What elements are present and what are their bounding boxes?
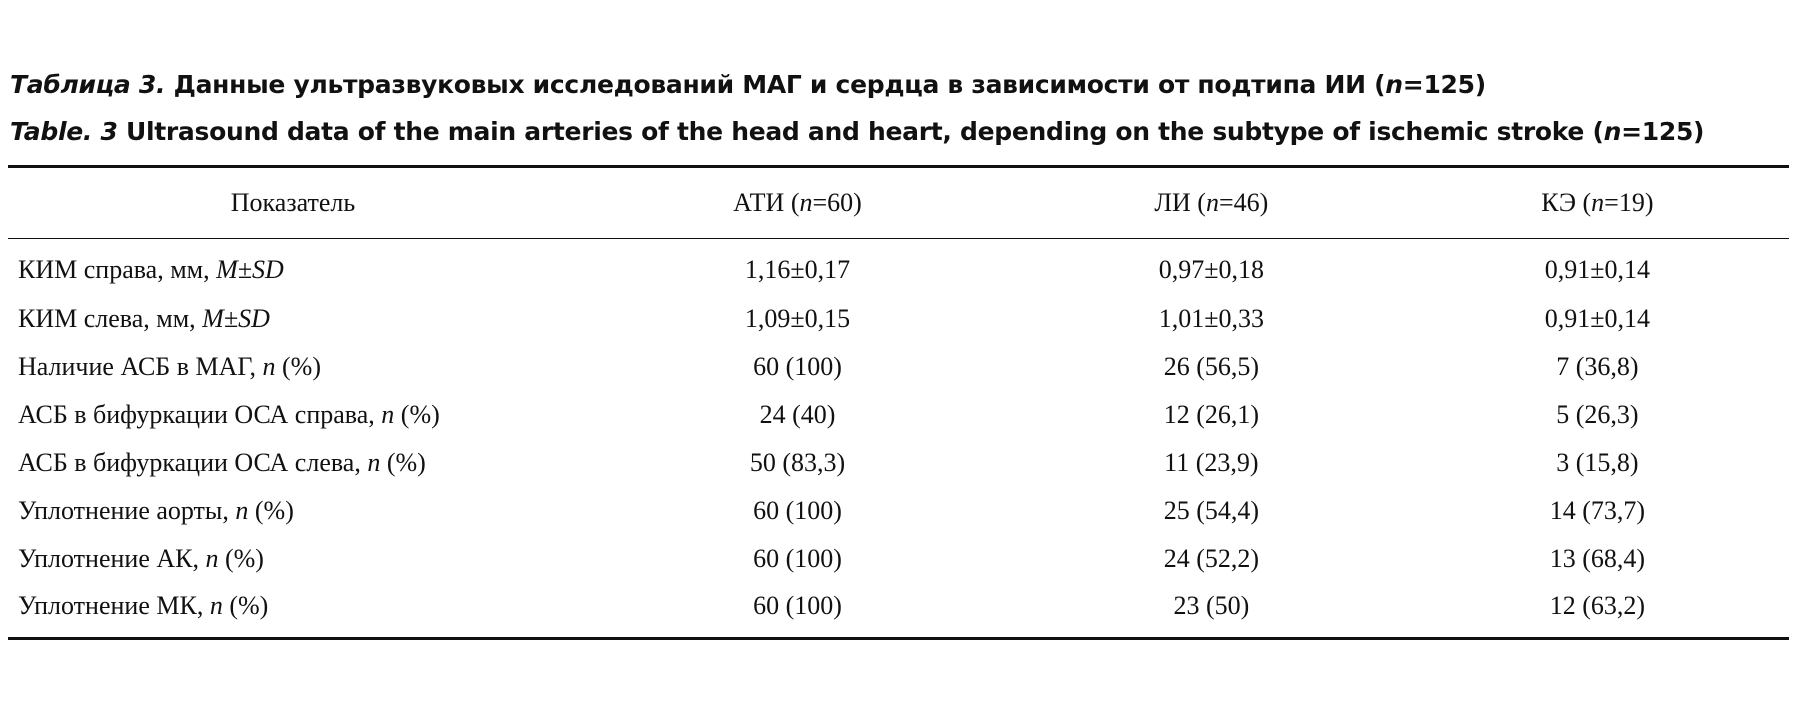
- table-row: [8, 343, 1789, 391]
- caption-en-n: n: [1603, 117, 1622, 146]
- header-li: [1017, 167, 1406, 239]
- header-ati: [578, 167, 1017, 239]
- header-row: [8, 167, 1789, 239]
- table-body: [8, 239, 1789, 639]
- header-ati-pre: АТИ (: [733, 188, 800, 217]
- header-indicator: [8, 167, 578, 239]
- cell-ke: 12 (63,2): [1549, 590, 1646, 620]
- row-label-stat-tail: (%): [394, 399, 440, 429]
- caption-ru-n: n: [1385, 70, 1403, 99]
- table-caption-ru: [10, 70, 1486, 99]
- cell-ati: 50 (83,3): [749, 447, 846, 477]
- cell-ke: 7 (36,8): [1556, 351, 1639, 381]
- row-label: [8, 343, 578, 391]
- table-row: [8, 295, 1789, 343]
- row-label-stat-tail: (%): [218, 543, 264, 573]
- row-label-stat: n: [235, 495, 249, 525]
- cell-li: 24 (52,2): [1163, 543, 1260, 573]
- table-caption-en: [10, 117, 1704, 146]
- header-indicator-text: Показатель: [230, 188, 356, 217]
- row-label: [8, 295, 578, 343]
- cell-ati: 60 (100): [753, 495, 842, 525]
- row-label-stat: n: [209, 590, 223, 620]
- cell-ke: 0,91±0,14: [1544, 303, 1650, 333]
- caption-en-text: Ultrasound data of the main arteries of the head and heart, depending on the subtype of ischemic stroke (: [117, 117, 1604, 146]
- header-li-post: =46): [1218, 188, 1269, 217]
- row-label-stat-tail: (%): [380, 447, 426, 477]
- cell-ati: 1,09±0,15: [744, 303, 851, 333]
- cell-li: 1,01±0,33: [1158, 303, 1264, 333]
- cell-ke: 0,91±0,14: [1544, 254, 1650, 284]
- table-row: [8, 535, 1789, 583]
- data-table: [8, 165, 1789, 640]
- row-label-stat-tail: (%): [248, 495, 294, 525]
- table-row: [8, 391, 1789, 439]
- header-ke: [1406, 167, 1789, 239]
- cell-ati: 60 (100): [753, 543, 842, 573]
- caption-en-tail: =125): [1621, 117, 1705, 146]
- header-ke-post: =19): [1604, 188, 1654, 217]
- header-ati-post: =60): [812, 188, 862, 217]
- table-row: [8, 583, 1789, 639]
- row-label: [8, 439, 578, 487]
- cell-li: 11 (23,9): [1164, 447, 1259, 477]
- cell-li: 25 (54,4): [1163, 495, 1260, 525]
- row-label-stat: M±SD: [202, 303, 270, 333]
- cell-li: 26 (56,5): [1163, 351, 1260, 381]
- row-label-stat-tail: (%): [222, 590, 269, 620]
- table-header: [8, 167, 1789, 239]
- row-label-text: Наличие АСБ в МАГ,: [18, 351, 263, 381]
- cell-ke: 5 (26,3): [1556, 399, 1639, 429]
- cell-li: 0,97±0,18: [1158, 254, 1264, 284]
- header-li-pre: ЛИ (: [1154, 188, 1206, 217]
- cell-li: 23 (50): [1173, 590, 1250, 620]
- cell-ati: 60 (100): [753, 590, 842, 620]
- row-label-text: КИМ слева, мм,: [18, 303, 203, 333]
- table-row: [8, 239, 1789, 295]
- cell-li: 12 (26,1): [1163, 399, 1260, 429]
- cell-ke: 14 (73,7): [1549, 495, 1646, 525]
- header-li-n: n: [1205, 188, 1219, 217]
- row-label: [8, 391, 578, 439]
- row-label-text: Уплотнение МК,: [18, 590, 210, 620]
- header-ati-n: n: [799, 188, 813, 217]
- table-row: [8, 439, 1789, 487]
- row-label: [8, 583, 578, 639]
- caption-ru-lead: Таблица 3.: [10, 70, 166, 99]
- table-row: [8, 487, 1789, 535]
- row-label-stat: n: [381, 399, 395, 429]
- row-label-text: АСБ в бифуркации ОСА слева,: [18, 447, 368, 477]
- caption-ru-tail: =125): [1402, 70, 1486, 99]
- cell-ke: 3 (15,8): [1556, 447, 1639, 477]
- row-label-stat: n: [262, 351, 276, 381]
- row-label-stat: n: [205, 543, 219, 573]
- row-label-stat: M±SD: [216, 254, 284, 284]
- row-label-text: АСБ в бифуркации ОСА справа,: [18, 399, 382, 429]
- row-label-text: КИМ справа, мм,: [18, 254, 217, 284]
- row-label-stat: n: [367, 447, 381, 477]
- header-ke-pre: КЭ (: [1541, 188, 1592, 217]
- cell-ke: 13 (68,4): [1549, 543, 1646, 573]
- row-label: [8, 487, 578, 535]
- row-label: [8, 239, 578, 295]
- cell-ati: 1,16±0,17: [744, 254, 851, 284]
- header-ke-n: n: [1591, 188, 1605, 217]
- row-label-text: Уплотнение АК,: [18, 543, 206, 573]
- row-label: [8, 535, 578, 583]
- cell-ati: 60 (100): [753, 351, 842, 381]
- row-label-text: Уплотнение аорты,: [18, 495, 236, 525]
- row-label-stat-tail: (%): [275, 351, 321, 381]
- caption-en-lead: Table. 3: [10, 117, 118, 146]
- cell-ati: 24 (40): [759, 399, 836, 429]
- caption-ru-text: Данные ультразвуковых исследований МАГ и сердца в зависимости от подтипа ИИ (: [165, 70, 1386, 99]
